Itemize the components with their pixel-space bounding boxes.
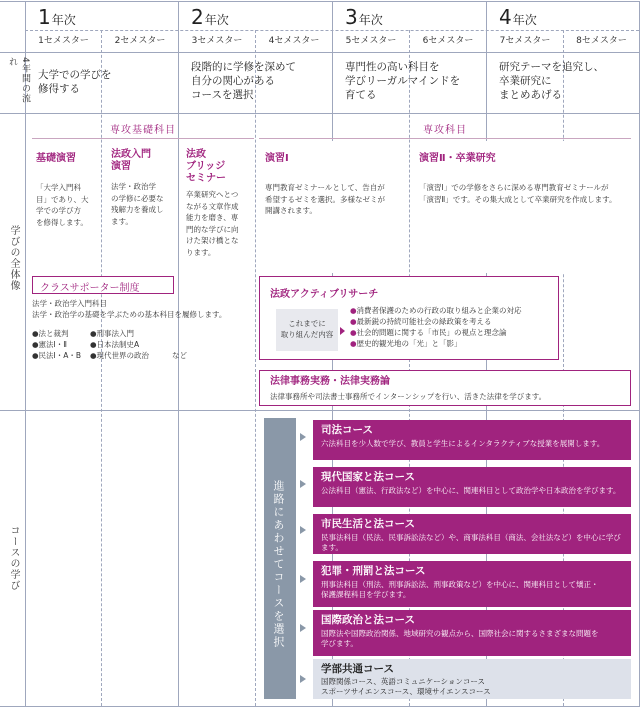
active-research-box bbox=[259, 276, 559, 360]
semester-label: 5セメスター bbox=[345, 36, 397, 46]
class-support-description: 法学・政治学入門科目 法学・政治学の基礎を学ぶための基本科目を履修します。 bbox=[32, 299, 227, 319]
year-2-heading: 2年次 bbox=[191, 5, 229, 29]
arrow-icon bbox=[300, 480, 306, 488]
course-item: 現代国家と法コース 公法科目（憲法、行政法など）を中心に、関連科目として政治学や日本政治を学びます。 bbox=[313, 467, 631, 507]
grid-line bbox=[0, 410, 640, 411]
semester-label: 2セメスター bbox=[114, 36, 166, 46]
row-label-course: コースの学び bbox=[8, 525, 19, 591]
bridge-seminar-card: 法政 ブリッジ セミナー 卒業研究へとつ ながる文章作成 能力を磨き、専 門的な学びに向 けた架け橋とな ります。 bbox=[182, 141, 252, 273]
active-research-title: 法政アクティブリサーチ bbox=[270, 289, 379, 300]
flow-text-year4: 研究テーマを追究し、 卒業研究に まとめあげる bbox=[499, 61, 604, 101]
grid-line bbox=[0, 113, 640, 114]
grid-line bbox=[25, 30, 639, 31]
course-item: 国際政治と法コース 国際法や国際政治関係、地域研究の観点から、国際社会に関するさまざまな問題を 学びます。 bbox=[313, 610, 631, 656]
etc-text: など bbox=[172, 351, 187, 360]
semester-label: 7セメスター bbox=[499, 36, 551, 46]
semester-label: 1セメスター bbox=[38, 36, 89, 46]
pointer-icon bbox=[340, 327, 345, 335]
course-item: 市民生活と法コース 民事法科目（民法、民事訴訟法など）や、商事法科目（商法、会社法など）を中心に学びます。 bbox=[313, 514, 631, 554]
flow-text-year2: 段階的に学修を深めて 自分の関心がある コースを選択 bbox=[191, 61, 296, 101]
grid-line bbox=[255, 30, 256, 706]
legal-practice-box: 法律事務実務・法律実務論 法律事務所や司法書士事務所でインターンシップを行い、活きた法律を学びます。 bbox=[259, 370, 631, 406]
active-research-label: これまでに 取り組んだ内容 bbox=[276, 309, 338, 351]
course-item: 司法コース 六法科目を少人数で学び、教員と学生によるインタラクティブな授業を展開します。 bbox=[313, 420, 631, 460]
semester-label: 4セメスター bbox=[268, 36, 320, 46]
arrow-icon bbox=[300, 433, 306, 441]
year-1-heading: 1年次 bbox=[38, 5, 76, 29]
active-research-list: ●消費者保護のための行政の取り組みと企業の対応 ●最新鋭の持続可能社会の緑政策を考える ●社会的問題に関する「市民」の視点と理念論 ●歴史的観光地の「光」と「影」 bbox=[350, 306, 522, 348]
flow-text-year1: 大学での学びを 修得する bbox=[38, 69, 112, 95]
year-3-heading: 3年次 bbox=[345, 5, 383, 29]
semester-label: 6セメスター bbox=[422, 36, 474, 46]
flow-text-year3: 専門性の高い科目を 学びリーガルマインドを 育てる bbox=[345, 61, 461, 101]
major-subjects-heading: 専攻科目 bbox=[423, 125, 467, 136]
course-item: 犯罪・刑罰と法コース 刑事法科目（刑法、刑事訴訟法、刑事政策など）を中心に、関連科目として矯正・ 保護課程科目を学びます。 bbox=[313, 561, 631, 607]
year-4-heading: 4年次 bbox=[499, 5, 537, 29]
grid-line bbox=[0, 1, 640, 2]
basic-subjects-heading: 専攻基礎科目 bbox=[110, 125, 176, 136]
intro-subjects-right: ●刑事法入門 ●日本法制史A ●現代世界の政治 bbox=[90, 329, 150, 360]
kiso-enshu-card: 基礎演習 「大学入門科 目」であり、大 学での学び方 を修得します。 bbox=[32, 141, 98, 273]
semester-label: 3セメスター bbox=[191, 36, 243, 46]
arrow-icon bbox=[300, 675, 306, 683]
divider bbox=[259, 138, 631, 139]
intro-subjects-left: ●法と裁判 ●憲法Ⅰ・Ⅱ ●民法Ⅰ・A・B bbox=[32, 329, 82, 360]
hosei-nyumon-card: 法政入門 演習 法学・政治学 の学修に必要な 残解力を養成し ます。 bbox=[107, 141, 175, 273]
enshu-1-card: 演習Ⅰ 専門教育ゼミナールとして、告自が 希望するゼミを選択。多様なゼミが 開講されます。 bbox=[259, 141, 407, 273]
row-label-flow: 4年間の流れ bbox=[7, 57, 30, 104]
arrow-icon bbox=[300, 526, 306, 534]
arrow-icon bbox=[300, 575, 306, 583]
divider bbox=[32, 138, 254, 139]
grid-line bbox=[0, 706, 640, 707]
enshu-2-card: 演習Ⅱ・卒業研究 「演習Ⅰ」での学修をさらに深める専門教育ゼミナールが 「演習Ⅱ」です。その集大成として卒業研究を作成します。 bbox=[413, 141, 631, 273]
semester-label: 8セメスター bbox=[576, 36, 627, 46]
course-select-label: 進路にあわせてコースを選択 bbox=[272, 480, 285, 649]
arrow-icon bbox=[300, 624, 306, 632]
row-label-learning: 学びの全体像 bbox=[8, 225, 19, 291]
common-course-item: 学部共通コース 国際関係コース、英語コミュニケーションコース スポーツサイエンスコース、環境サイエンスコース bbox=[313, 659, 631, 699]
grid-line bbox=[0, 52, 640, 53]
class-supporter-label: クラスサポーター制度 bbox=[32, 276, 174, 294]
